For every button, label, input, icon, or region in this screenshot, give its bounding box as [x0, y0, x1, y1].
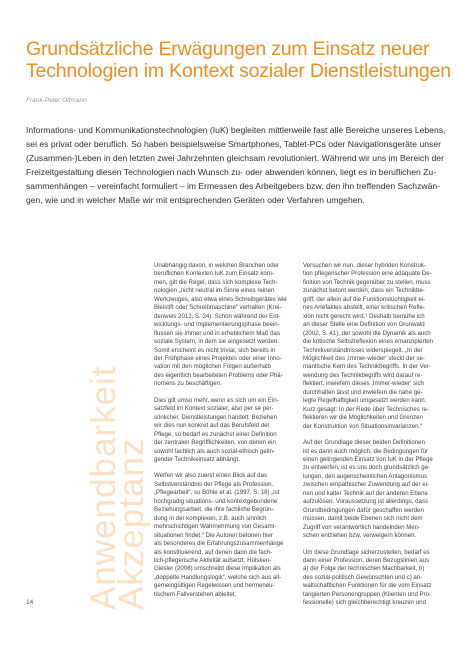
text-line: (2002, S. 41), der sowohl die Dynamik als auch — [303, 329, 431, 337]
text-line: einen gelingenden Einsatz von IuK in der Pflege — [303, 455, 433, 463]
text-line: Werfen wir also zuerst einen Blick auf das — [154, 472, 268, 480]
right-paragraph-1 — [303, 262, 447, 431]
text-line: durchhalten lässt und inwiefern die nahe ge- — [303, 388, 423, 396]
text-line: a) der Folge der technischen Machbarkeit, b) — [303, 565, 425, 573]
intro-line: (Zusammen-)Leben in den letzten zwei Jahrzehnten gleichsam revolutioniert. Während wir uns im Bereich der — [26, 152, 444, 163]
left-paragraph-3 — [154, 472, 298, 599]
text-line: situationen findet.“ Die Autoren betonen hier — [154, 531, 273, 539]
text-line: zu entwerfen, ist es uns doch grundsätzlich ge- — [303, 464, 431, 472]
text-line: des sozial-politisch Gewünschten und c) an- — [303, 573, 423, 581]
text-line: satzfeld im Kontext sozialer, also per se per- — [154, 405, 274, 413]
text-line: nologien „nicht neutral im Sinne eines reinen — [154, 287, 275, 295]
text-line: Um diese Grundlage sicherzustellen, bedarf es — [303, 548, 430, 556]
text-line: nes Artefaktes abstellt, einer kritischen Refle- — [303, 304, 425, 312]
left-paragraph-2 — [154, 397, 298, 465]
intro-line: Freizeitgestaltung diesen Technologien nach Wunsch zu- oder abwenden können, liegt es in beruflichen Zu- — [26, 166, 437, 177]
text-line: „Pflegearbeit“, so Böhle et al. (1997, S. 18) „ist — [154, 489, 280, 497]
text-line: an dieser Stelle eine Definition von Grunwald — [303, 321, 425, 329]
text-line: gemeingültigen Regelwissen und hermeneu- — [154, 582, 275, 590]
page-number: 14 — [26, 599, 34, 606]
right-paragraph-2 — [303, 439, 447, 540]
text-line: der Konstruktion von Situationsinvarianzen.“ — [303, 422, 423, 430]
text-line: tion pflegerischer Profession eine adäquate De- — [303, 270, 432, 278]
text-line: müssen, damit beide Ebenen sich nicht dem — [303, 515, 423, 523]
text-line: wicklungs- und Implementierungsphase beein- — [154, 321, 280, 329]
text-line: dann einer Profession, deren Bezugslinien aus — [303, 556, 430, 564]
text-line: legte Regelhaftigkeit umgesetzt werden kann. — [303, 397, 427, 405]
intro-line: Informations- und Kommunikationstechnologien (IuK) begleiten mittlerweile fast alle Bereiche unseres Lebens, — [26, 125, 446, 135]
text-line: Grundbedingungen dafür geschaffen werden — [303, 506, 424, 514]
text-line: der Frühphase eines Projektes oder einer Inno- — [154, 354, 282, 362]
text-line: denweis 2012, S. 24). Schon während der Ent- — [154, 312, 281, 320]
text-line: als konstituierend, auf denen dann die fach- — [154, 548, 273, 556]
text-line: waltschaftlichen Funktionen für die vom Einsatz — [303, 582, 432, 590]
intro-line: sammenhängen – vereinfacht formuliert – im Ermessen des Arbeitgebers bzw. den ihn treffenden Sachzwän- — [26, 180, 440, 191]
right-paragraph-3 — [303, 549, 447, 608]
text-line: finition von Technik gegenüber zu stellen, muss — [303, 278, 431, 286]
text-line: Dies gilt umso mehr, wenn es sich um ein Ein- — [154, 396, 279, 404]
text-line: Bleistift oder Schreibmaschine“ verhalten (Krei- — [154, 304, 282, 312]
text-line: sönlicher, Dienstleistungen handelt. Beziehen — [154, 413, 277, 421]
left-paragraph-1 — [154, 262, 298, 389]
text-line: hochgradig situations- und kontextgebundene — [154, 497, 278, 505]
title-line-2: Technologien im Kontext sozialer Dienstleistungen — [26, 60, 451, 82]
text-line: vation mit den möglichen Folgen außerhalb — [154, 363, 271, 371]
text-line: Selbstverständnis der Pflege als Profession. — [154, 480, 274, 488]
text-line: men, gilt die Regel, dass sich komplexe Tech- — [154, 278, 278, 286]
text-line: mantische Kern des Technikbegriffs. In der Ver- — [303, 363, 431, 371]
intro-line: sei es privat oder beruflich. So haben beispielsweise Smartphones, Tablet-PCs oder Navigationsgeräte unser — [26, 138, 441, 149]
right-column — [303, 262, 447, 608]
title-line-1: Grundsätzliche Erwägungen zum Einsatz neuer — [26, 38, 430, 60]
text-line: fessionelle) sich gleichberechtigt kreuzen und — [303, 599, 426, 607]
text-line: soziale System, in dem sie eingesetzt werden. — [154, 338, 279, 346]
text-line: Zugriff von verantwortlich handelnden Men- — [303, 523, 421, 531]
text-line: Somit erscheint es nicht trivial, sich bereits in — [154, 346, 276, 354]
text-line: lungen, den augenscheinlichen Antagonismus — [303, 472, 427, 480]
intro-line: gen, wie und in welcher Maße wir mit entsprechenden Geräten oder Verfahren umgehen. — [26, 194, 365, 205]
text-line: die kritische Selbstreflexion eines emanzipierten — [303, 338, 434, 346]
text-line: flektieren wir die Möglichkeiten und Grenzen — [303, 414, 423, 422]
text-line: Auf der Grundlage dieser beiden Definitionen — [303, 439, 425, 447]
text-line: sowohl fachlich als auch sozial-ethisch gelin- — [154, 447, 275, 455]
side-word-anwendbarkeit: Anwendbarkeit — [84, 365, 123, 610]
text-line: Technikverständnisses widerspiegelt. „In der — [303, 346, 423, 354]
text-line: ist es dann auch möglich, die Bedingungen für — [303, 447, 429, 455]
text-line: Pflege, so bedarf es zunächst einer Definition — [154, 430, 277, 438]
text-line: gender Technikeinsatz abhängt. — [154, 455, 240, 463]
text-line: dung in der komplexen, z.B. auch sinnlich — [154, 514, 267, 522]
text-line: Werkzeuges, also etwa eines Schreibgerätes wie — [154, 295, 287, 303]
text-line: nomens zu beschäftigen. — [154, 380, 222, 388]
text-line: „doppelte Handlungslogik“, welche sich aus all- — [154, 573, 282, 581]
text-line: als besonderes die Erfahrungszusammenhänge — [154, 540, 284, 548]
text-line: Giesler (2008) umschreibt diese Implikation als — [154, 565, 281, 573]
text-line: Möglichkeit des ‚Immer-wieder‘ steckt der se- — [303, 354, 425, 362]
text-line: flektiert, inwiefern dieses ‚Immer-wieder‘ sich — [303, 380, 424, 388]
text-line: Unabhängig davon, in welchen Branchen oder — [154, 262, 280, 269]
text-line: aufzulösen. Voraussetzung ist allerdings, dass — [303, 498, 428, 506]
text-line: zunächst betont werden, dass ein Technikbe- — [303, 287, 425, 295]
text-line: Beziehungsarbeit, die ihre fachliche Begrün- — [154, 506, 274, 514]
intro-paragraph — [26, 124, 446, 207]
article-title — [26, 38, 451, 82]
text-line: mehrschichtigen Wahrnehmung von Gesamt- — [154, 523, 277, 531]
text-line: wendung des Technikbegriffs wird darauf re- — [303, 371, 423, 379]
text-line: wir dies nun konkret auf das Berufsfeld der — [154, 422, 270, 430]
text-line: lich-pflegerische Aktivität aufsetzt. Hülsken- — [154, 556, 272, 564]
text-line: griff, der allein auf die Funktionstüchtigkeit ei- — [303, 295, 426, 303]
side-word-akzeptanz: Akzeptanz — [112, 437, 151, 610]
text-line: flussen sie immer und in erheblichem Maß das — [154, 329, 280, 337]
text-line: tangierten Personengruppen (Klienten und Pro- — [303, 590, 432, 598]
text-line: schen entziehen bzw. verweigern können. — [303, 532, 417, 540]
left-column — [154, 262, 298, 599]
author-name: Frank-Peter Oltmann — [26, 97, 87, 104]
text-line: beruflichen Kontexten IuK zum Einsatz kom- — [154, 270, 274, 278]
text-line: tischem Fallverstehen ableitet. — [154, 590, 237, 598]
text-line: des eigentlich bearbeiteten Problems oder Phä- — [154, 371, 283, 379]
text-line: der zentralen Begrifflichkeiten, von denen ein — [154, 439, 276, 447]
text-line: Kurz gesagt: In der Rede über Technisches re- — [303, 405, 429, 413]
text-line: nen und kalter Technik auf der anderen Ebene — [303, 489, 428, 497]
text-line: zwischen empathischer Zuwendung auf der ei- — [303, 481, 430, 489]
text-line: Versuchen wir nun, dieser hybriden Konstruk- — [303, 262, 426, 269]
text-line: xion nicht gerecht wird.¹ Deshalb bemühe ich — [303, 312, 425, 320]
